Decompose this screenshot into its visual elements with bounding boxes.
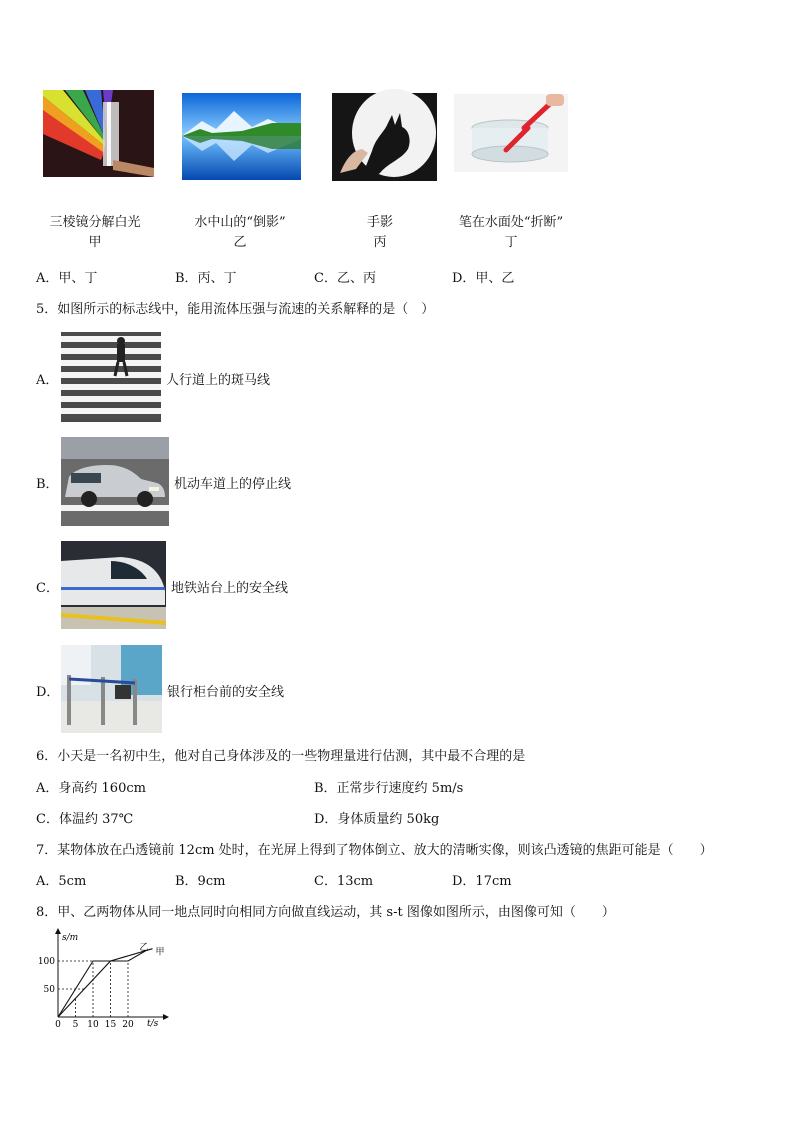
figure-caption-1: 三棱镜分解白光 甲 <box>30 213 160 253</box>
series-label-1: 乙 <box>139 942 149 953</box>
x-axis-arrow <box>163 1014 169 1020</box>
q4-option-c: C．乙、丙 <box>314 271 376 286</box>
x-tick-label-3: 15 <box>104 1020 117 1030</box>
q6-option-d: D．身体质量约 50kg <box>314 812 440 827</box>
figure-caption-2: 水中山的“倒影” 乙 <box>178 213 302 253</box>
figure-tag-4: 丁 <box>504 235 518 250</box>
x-tick-label-1: 5 <box>72 1020 79 1030</box>
x-axis-label: t/s <box>147 1019 159 1029</box>
q5-option-b-letter: B． <box>36 477 59 492</box>
q7-option-c: C．13cm <box>314 874 374 889</box>
q4-option-b: B．丙、丁 <box>175 271 237 286</box>
s-t-graph <box>37 928 180 1033</box>
q6-stem: 6．小天是一名初中生，他对自己身体涉及的一些物理量进行估测，其中最不合理的是 <box>36 749 526 764</box>
q7-option-a: A．5cm <box>36 874 87 889</box>
q8-stem: 8．甲、乙两物体从同一地点同时向相同方向做直线运动，其 s-t 图像如图所示，由图像可知（ ） <box>36 905 615 920</box>
hand-shadow-photo <box>332 93 437 181</box>
q5-stem: 5．如图所示的标志线中，能用流体压强与流速的关系解释的是（ ） <box>36 302 435 317</box>
x-tick-label-0: 0 <box>55 1020 61 1030</box>
q6-option-a: A．身高约 160cm <box>36 781 146 796</box>
series-line-0 <box>58 949 153 1017</box>
x-tick-label-4: 20 <box>122 1020 134 1030</box>
y-axis-arrow <box>55 928 61 934</box>
figure-tag-2: 乙 <box>233 235 247 250</box>
y-tick-label-1: 100 <box>37 957 55 967</box>
q4-option-a: A．甲、丁 <box>36 271 98 286</box>
y-axis-label: s/m <box>62 933 79 943</box>
figure-caption-4: 笔在水面处“折断” 丁 <box>446 213 576 253</box>
mountain-reflection-photo <box>182 93 301 180</box>
q5-option-c-text: 地铁站台上的安全线 <box>171 581 289 596</box>
pen-in-water-photo <box>454 94 568 172</box>
q6-option-c: C．体温约 37℃ <box>36 812 134 827</box>
q5-option-d-letter: D． <box>36 685 60 700</box>
q5-option-a-letter: A． <box>36 373 59 388</box>
q5-option-b-text: 机动车道上的停止线 <box>174 477 292 492</box>
figure-tag-1: 甲 <box>88 235 102 250</box>
subway-train-photo <box>61 541 166 629</box>
q4-option-d: D．甲、乙 <box>452 271 515 286</box>
bank-counter-photo <box>61 645 162 733</box>
y-tick-label-0: 50 <box>43 985 55 995</box>
q5-option-c-letter: C． <box>36 581 59 596</box>
figure-tag-3: 丙 <box>373 235 387 250</box>
q7-option-d: D．17cm <box>452 874 512 889</box>
figure-caption-3: 手影 丙 <box>330 213 430 253</box>
stop-line-car-photo <box>61 437 169 526</box>
q7-option-b: B．9cm <box>175 874 226 889</box>
prism-photo <box>43 90 154 177</box>
series-label-0: 甲 <box>155 947 165 958</box>
q6-option-b: B．正常步行速度约 5m/s <box>314 781 464 796</box>
zebra-crossing-photo <box>61 332 161 422</box>
q5-option-d-text: 银行柜台前的安全线 <box>167 685 285 700</box>
q5-option-a-text: 人行道上的斑马线 <box>166 373 271 388</box>
x-tick-label-2: 10 <box>87 1020 99 1030</box>
q7-stem: 7．某物体放在凸透镜前 12cm 处时，在光屏上得到了物体倒立、放大的清晰实像，则该凸透镜的焦距可能是（ ） <box>36 843 713 858</box>
